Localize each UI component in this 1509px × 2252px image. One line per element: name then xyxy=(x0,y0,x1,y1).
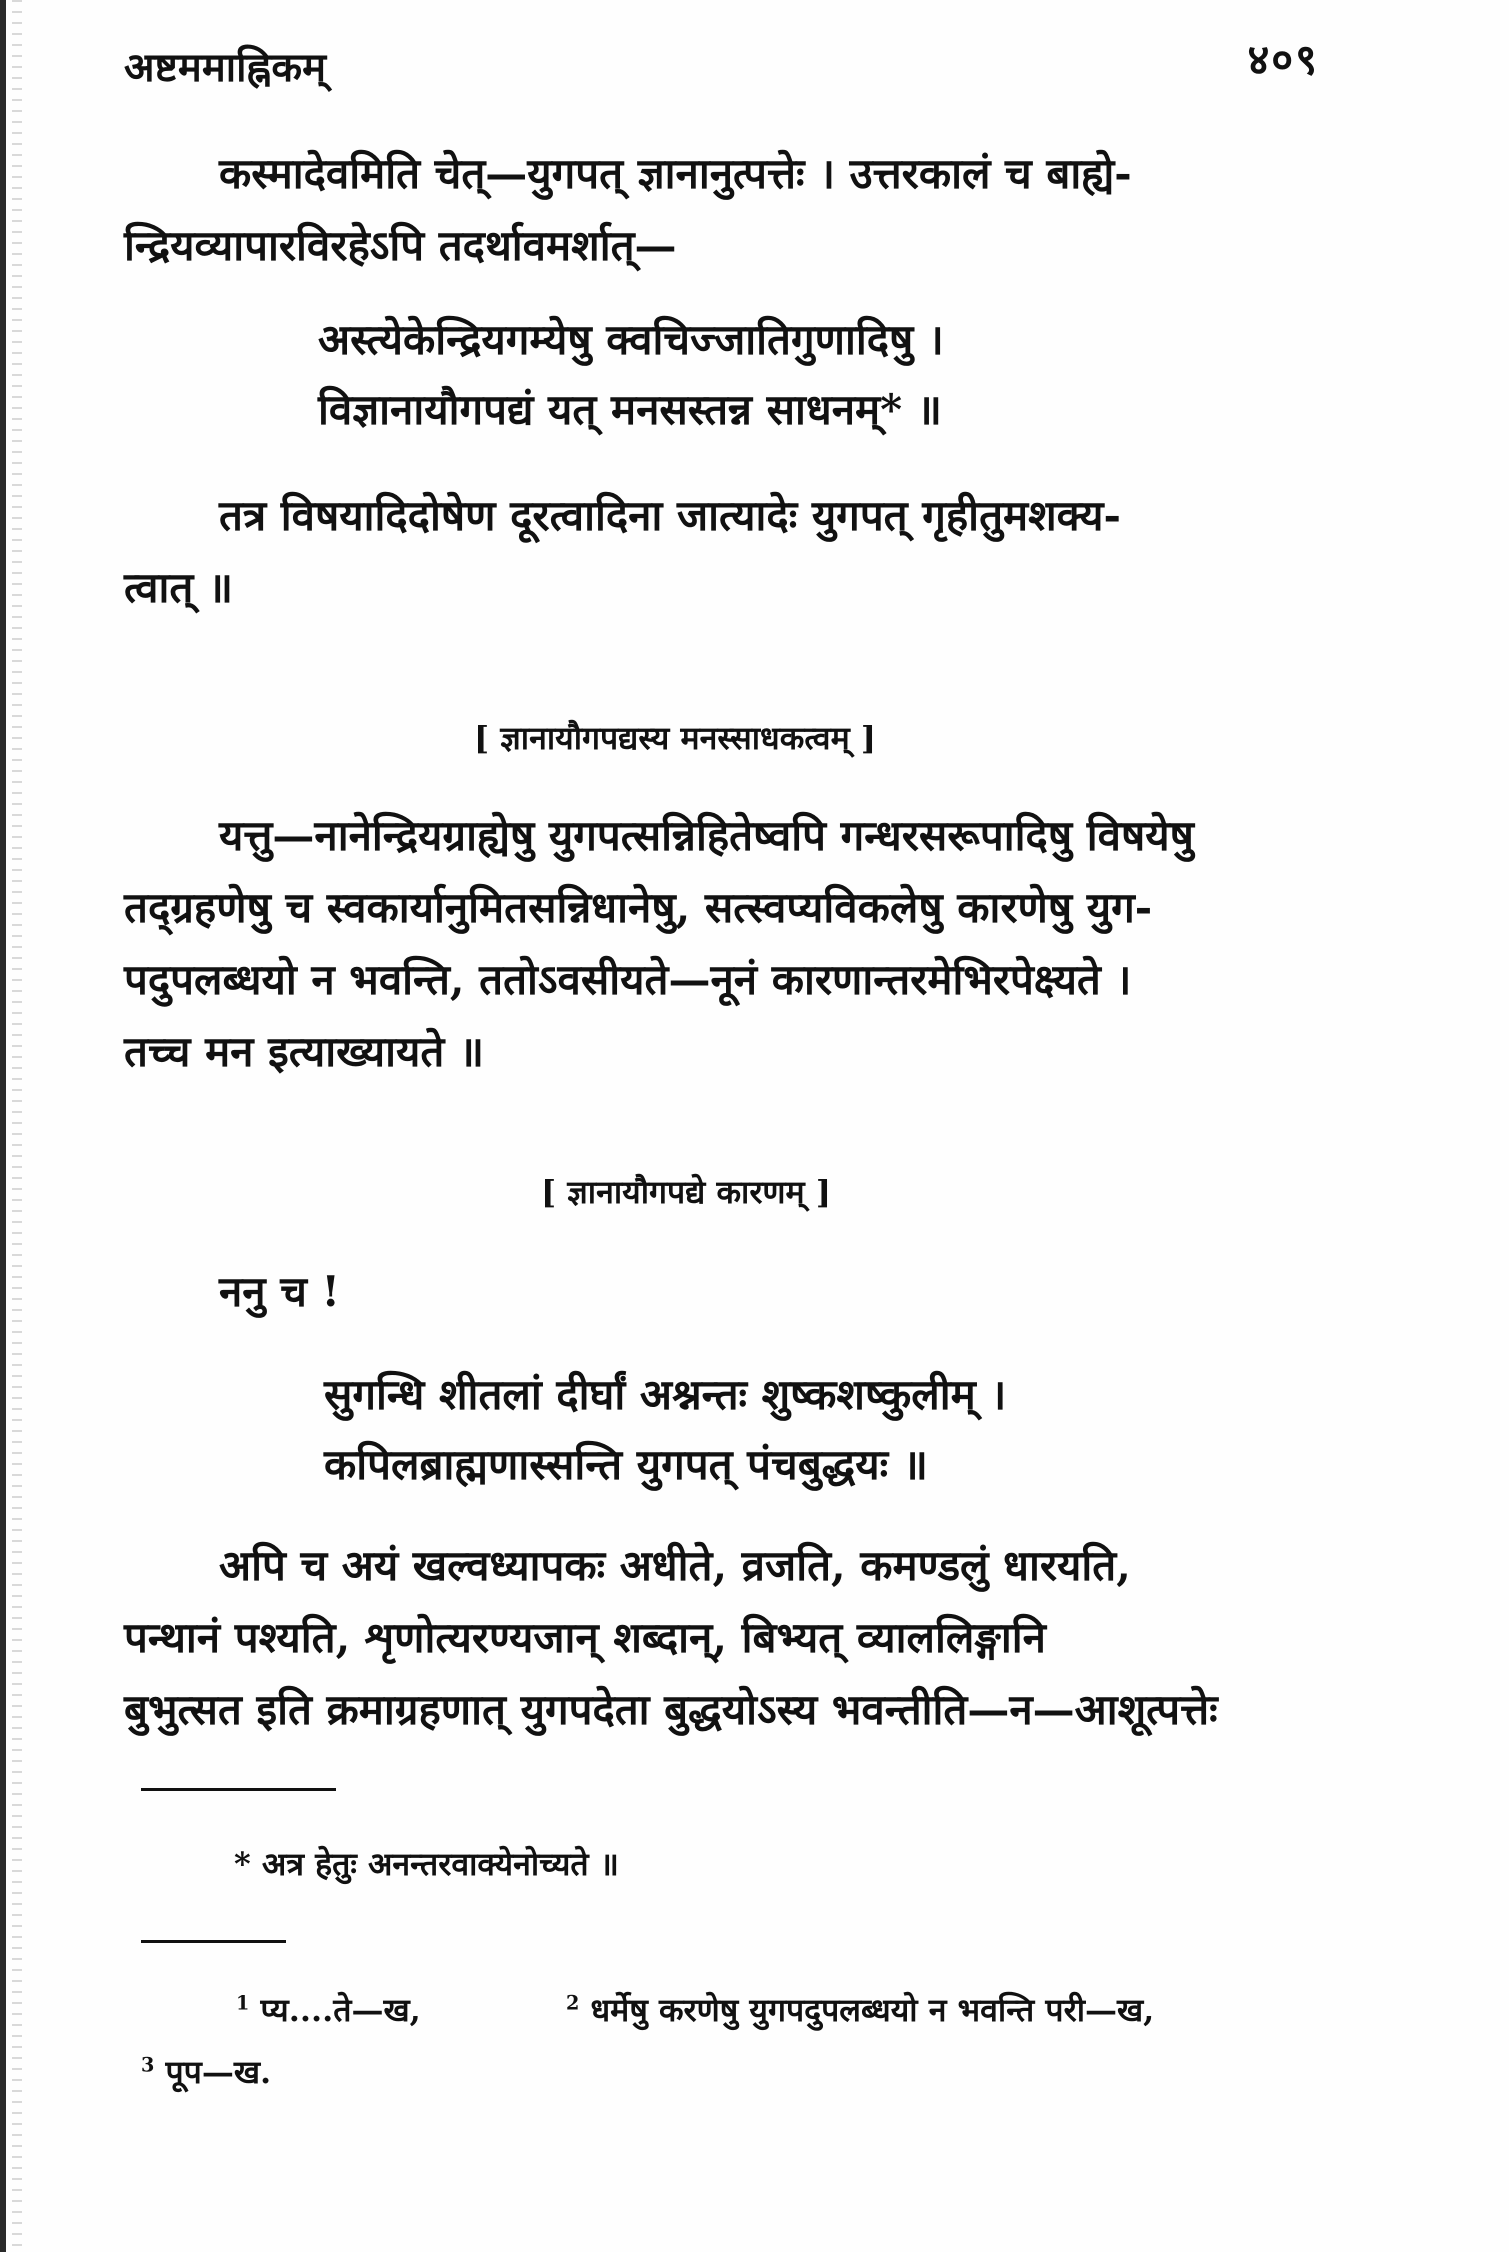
scan-edge xyxy=(12,0,22,2252)
paragraph-4 xyxy=(124,1256,1334,1328)
paragraph-line: तद्ग्रहणेषु च स्वकार्यानुमितसन्निधानेषु, सत्स्वप्यविकलेषु कारणेषु युग- xyxy=(124,883,1153,932)
section-heading-1: [ ज्ञानायौगपद्यस्य मनस्साधकत्वम् ] xyxy=(474,719,877,757)
paragraph-line: अपि च अयं खल्वध्यापकः अधीते, व्रजति, कमण्डलुं धारयति, xyxy=(219,1541,1131,1590)
variant-mark: 1 xyxy=(236,1991,250,2015)
paragraph-line: तत्र विषयादिदोषेण दूरत्वादिना जात्यादेः युगपत् गृहीतुमशक्य- xyxy=(219,491,1121,540)
paragraph-line: पन्थानं पश्यति, शृणोत्यरण्यजान् शब्दान्, बिभ्यत् व्याललिङ्गानि xyxy=(124,1613,1046,1662)
verse-line: कपिलब्राह्मणास्सन्ति युगपत् पंचबुद्धयः ॥ xyxy=(324,1440,928,1489)
variant-mark: 3 xyxy=(141,2053,155,2077)
paragraph-2 xyxy=(124,480,1334,624)
variant-mark: 2 xyxy=(566,1991,580,2015)
footnote-rule xyxy=(141,1788,336,1791)
verse-line: विज्ञानायौगपद्यं यत् मनसस्तन्न साधनम्* ॥ xyxy=(318,385,942,434)
running-head: अष्टममाह्निकम् xyxy=(124,44,326,91)
paragraph-line: न्द्रियव्यापारविरहेऽपि तदर्थावमर्शात्— xyxy=(124,221,677,270)
verse-line: अस्त्येकेन्द्रियगम्येषु क्वचिज्जातिगुणादिषु । xyxy=(318,315,944,364)
variant-text: प्य....ते—ख, xyxy=(260,1991,421,2029)
paragraph-line: कस्मादेवमिति चेत्—युगपत् ज्ञानानुत्पत्तेः । उत्तरकालं च बाह्ये- xyxy=(219,149,1132,198)
paragraph-line: त्वात् ॥ xyxy=(124,563,234,612)
variants-rule xyxy=(141,1940,286,1943)
paragraph-line: बुभुत्सत इति क्रमाग्रहणात् युगपदेता बुद्धयोऽस्य भवन्तीति—न—आशूत्पत्तेः xyxy=(124,1685,1218,1734)
variant-reading-2 xyxy=(566,1988,1154,2031)
paragraph-3 xyxy=(124,800,1334,1088)
variant-text: धर्मेषु करणेषु युगपदुपलब्धयो न भवन्ति परी—ख, xyxy=(590,1991,1155,2029)
paragraph-5 xyxy=(124,1530,1334,1746)
footnote-star: * अत्र हेतुः अनन्तरवाक्येनोच्यते ॥ xyxy=(234,1845,619,1883)
paragraph-line: तच्च मन इत्याख्यायते ॥ xyxy=(124,1027,485,1076)
verse-line: सुगन्धि शीतलां दीर्घां अश्नन्तः शुष्कशष्कुलीम् । xyxy=(324,1370,1007,1419)
page-number: ४०९ xyxy=(1247,35,1319,84)
paragraph-1 xyxy=(124,138,1334,282)
variant-reading-1 xyxy=(236,1988,421,2031)
verse-2 xyxy=(324,1360,1006,1500)
variant-reading-3 xyxy=(141,2050,271,2093)
paragraph-line: पदुपलब्धयो न भवन्ति, ततोऽवसीयते—नूनं कारणान्तरमेभिरपेक्ष्यते । xyxy=(124,955,1132,1004)
section-heading-2: [ ज्ञानायौगपद्ये कारणम् ] xyxy=(541,1173,831,1211)
paragraph-line: यत्तु—नानेन्द्रियग्राह्येषु युगपत्सन्निहितेष्वपि गन्धरसरूपादिषु विषयेषु xyxy=(219,811,1194,860)
verse-1 xyxy=(318,305,944,445)
paragraph-line: ननु च ! xyxy=(219,1267,340,1316)
variant-text: पूप—ख. xyxy=(165,2053,272,2091)
